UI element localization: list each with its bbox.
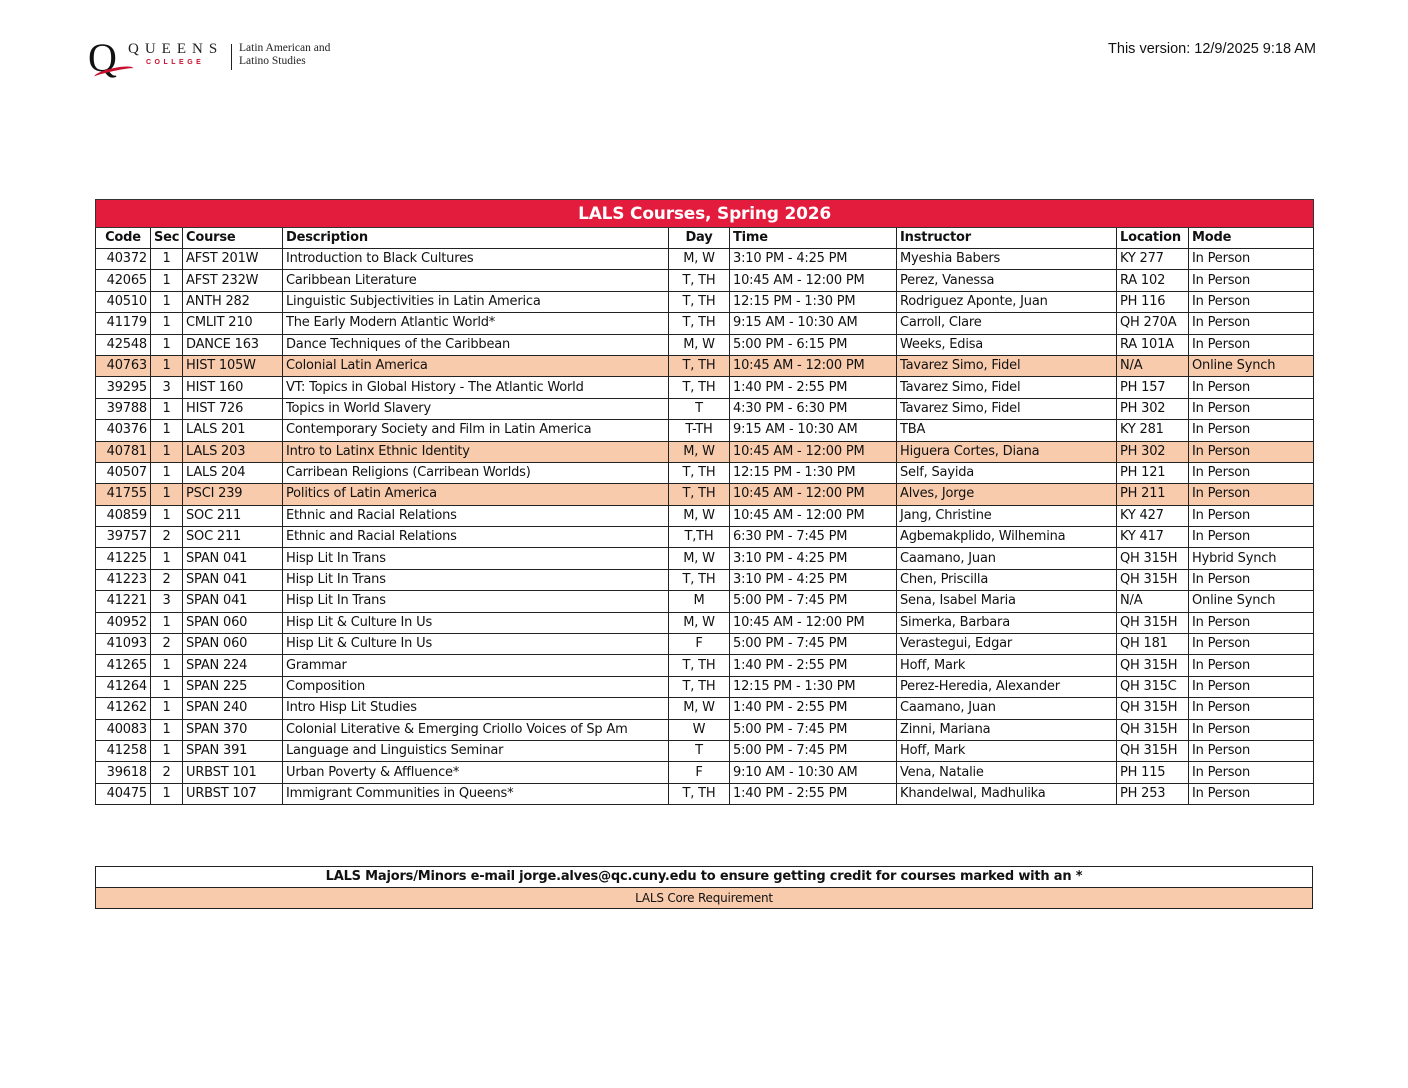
cell-code: 42548 [96,334,151,355]
cell-code: 39618 [96,762,151,783]
cell-sec: 1 [151,313,183,334]
queens-college-logo [88,35,358,82]
table-row [96,420,1314,441]
table-title: LALS Courses, Spring 2026 [96,200,1314,228]
cell-sec: 1 [151,441,183,462]
cell-code: 40083 [96,719,151,740]
table-row [96,249,1314,270]
cell-day: T, TH [669,783,730,804]
cell-code: 41755 [96,484,151,505]
cell-sec: 1 [151,548,183,569]
cell-description: Immigrant Communities in Queens* [283,783,669,804]
cell-instructor: Khandelwal, Madhulika [897,783,1117,804]
cell-instructor: Myeshia Babers [897,249,1117,270]
cell-course: SPAN 041 [183,569,283,590]
cell-time: 10:45 AM - 12:00 PM [730,505,897,526]
cell-description: Hisp Lit In Trans [283,569,669,590]
table-row [96,462,1314,483]
cell-course: HIST 105W [183,355,283,376]
cell-location: QH 270A [1117,313,1189,334]
table-row [96,291,1314,312]
cell-day: T, TH [669,569,730,590]
cell-instructor: Rodriguez Aponte, Juan [897,291,1117,312]
cell-mode: In Person [1189,527,1314,548]
col-header-sec: Sec [151,228,183,249]
cell-location: PH 302 [1117,441,1189,462]
cell-code: 41221 [96,591,151,612]
cell-description: Composition [283,676,669,697]
cell-day: T, TH [669,462,730,483]
cell-mode: In Person [1189,398,1314,419]
cell-description: Carribean Religions (Carribean Worlds) [283,462,669,483]
table-row [96,313,1314,334]
col-header-description: Description [283,228,669,249]
header-row [96,228,1314,249]
cell-instructor: Caamano, Juan [897,698,1117,719]
cell-code: 40376 [96,420,151,441]
cell-description: VT: Topics in Global History - The Atlantic World [283,377,669,398]
cell-mode: In Person [1189,612,1314,633]
table-row [96,676,1314,697]
cell-instructor: Tavarez Simo, Fidel [897,355,1117,376]
cell-sec: 2 [151,762,183,783]
cell-description: Intro Hisp Lit Studies [283,698,669,719]
cell-instructor: Weeks, Edisa [897,334,1117,355]
cell-instructor: Zinni, Mariana [897,719,1117,740]
cell-sec: 1 [151,291,183,312]
cell-course: LALS 201 [183,420,283,441]
table-row [96,527,1314,548]
cell-description: Topics in World Slavery [283,398,669,419]
cell-code: 39788 [96,398,151,419]
cell-course: SPAN 391 [183,740,283,761]
table-row [96,655,1314,676]
cell-mode: In Person [1189,634,1314,655]
table-row [96,355,1314,376]
cell-course: PSCI 239 [183,484,283,505]
cell-mode: In Person [1189,484,1314,505]
cell-course: CMLIT 210 [183,313,283,334]
table-row [96,740,1314,761]
col-header-time: Time [730,228,897,249]
cell-day: T, TH [669,655,730,676]
cell-day: T, TH [669,291,730,312]
cell-time: 1:40 PM - 2:55 PM [730,698,897,719]
cell-description: Politics of Latin America [283,484,669,505]
cell-sec: 1 [151,612,183,633]
cell-instructor: Chen, Priscilla [897,569,1117,590]
cell-mode: In Person [1189,719,1314,740]
cell-day: M, W [669,548,730,569]
cell-code: 40859 [96,505,151,526]
cell-code: 41179 [96,313,151,334]
table-row [96,484,1314,505]
cell-instructor: Caamano, Juan [897,548,1117,569]
cell-time: 10:45 AM - 12:00 PM [730,355,897,376]
q-logo-icon: Q [88,35,117,80]
cell-mode: Online Synch [1189,591,1314,612]
cell-mode: In Person [1189,505,1314,526]
cell-time: 1:40 PM - 2:55 PM [730,783,897,804]
cell-mode: In Person [1189,740,1314,761]
cell-instructor: Tavarez Simo, Fidel [897,398,1117,419]
cell-day: T, TH [669,270,730,291]
cell-description: The Early Modern Atlantic World* [283,313,669,334]
cell-mode: In Person [1189,377,1314,398]
cell-sec: 1 [151,783,183,804]
cell-description: Linguistic Subjectivities in Latin America [283,291,669,312]
cell-description: Caribbean Literature [283,270,669,291]
cell-mode: Hybrid Synch [1189,548,1314,569]
version-stamp: This version: 12/9/2025 9:18 AM [1108,41,1316,57]
cell-description: Introduction to Black Cultures [283,249,669,270]
col-header-day: Day [669,228,730,249]
courses-table [95,199,1314,805]
cell-day: M, W [669,334,730,355]
cell-day: T,TH [669,527,730,548]
cell-mode: In Person [1189,270,1314,291]
cell-sec: 1 [151,334,183,355]
cell-time: 10:45 AM - 12:00 PM [730,270,897,291]
cell-description: Colonial Latin America [283,355,669,376]
col-header-mode: Mode [1189,228,1314,249]
cell-code: 40372 [96,249,151,270]
cell-day: T, TH [669,377,730,398]
cell-description: Urban Poverty & Affluence* [283,762,669,783]
cell-description: Hisp Lit & Culture In Us [283,612,669,633]
table-row [96,548,1314,569]
cell-time: 3:10 PM - 4:25 PM [730,249,897,270]
cell-sec: 1 [151,505,183,526]
cell-mode: In Person [1189,783,1314,804]
cell-course: SOC 211 [183,505,283,526]
cell-sec: 1 [151,676,183,697]
cell-description: Hisp Lit In Trans [283,548,669,569]
cell-day: T, TH [669,313,730,334]
cell-location: QH 315H [1117,698,1189,719]
cell-location: PH 157 [1117,377,1189,398]
cell-sec: 2 [151,527,183,548]
cell-time: 9:15 AM - 10:30 AM [730,313,897,334]
col-header-code: Code [96,228,151,249]
cell-course: SPAN 041 [183,548,283,569]
cell-course: SPAN 224 [183,655,283,676]
table-row [96,441,1314,462]
cell-day: M, W [669,505,730,526]
cell-time: 9:10 AM - 10:30 AM [730,762,897,783]
cell-day: M, W [669,441,730,462]
cell-location: QH 315C [1117,676,1189,697]
cell-time: 9:15 AM - 10:30 AM [730,420,897,441]
cell-sec: 1 [151,420,183,441]
cell-time: 10:45 AM - 12:00 PM [730,441,897,462]
cell-sec: 3 [151,377,183,398]
table-row [96,591,1314,612]
cell-day: T [669,740,730,761]
cell-instructor: Agbemakplido, Wilhemina [897,527,1117,548]
cell-sec: 2 [151,634,183,655]
table-row [96,719,1314,740]
logo-dept [239,42,330,68]
table-row [96,398,1314,419]
cell-instructor: Higuera Cortes, Diana [897,441,1117,462]
cell-sec: 1 [151,270,183,291]
cell-location: QH 181 [1117,634,1189,655]
cell-location: RA 101A [1117,334,1189,355]
cell-time: 5:00 PM - 7:45 PM [730,591,897,612]
table-row [96,698,1314,719]
cell-code: 41223 [96,569,151,590]
cell-location: KY 417 [1117,527,1189,548]
cell-location: KY 277 [1117,249,1189,270]
cell-mode: In Person [1189,420,1314,441]
cell-location: N/A [1117,591,1189,612]
table-row [96,334,1314,355]
dept-line1: Latin American and [239,42,331,54]
cell-instructor: Carroll, Clare [897,313,1117,334]
cell-course: AFST 232W [183,270,283,291]
cell-day: M [669,591,730,612]
cell-course: HIST 726 [183,398,283,419]
cell-mode: In Person [1189,676,1314,697]
cell-code: 41225 [96,548,151,569]
cell-mode: Online Synch [1189,355,1314,376]
table-row [96,569,1314,590]
cell-description: Intro to Latinx Ethnic Identity [283,441,669,462]
cell-sec: 1 [151,740,183,761]
cell-location: PH 115 [1117,762,1189,783]
col-header-course: Course [183,228,283,249]
cell-mode: In Person [1189,334,1314,355]
cell-course: HIST 160 [183,377,283,398]
cell-code: 40475 [96,783,151,804]
cell-instructor: Perez, Vanessa [897,270,1117,291]
cell-time: 5:00 PM - 6:15 PM [730,334,897,355]
cell-location: QH 315H [1117,548,1189,569]
cell-code: 41265 [96,655,151,676]
cell-day: T, TH [669,676,730,697]
cell-description: Ethnic and Racial Relations [283,505,669,526]
cell-time: 5:00 PM - 7:45 PM [730,719,897,740]
cell-location: QH 315H [1117,740,1189,761]
table-row [96,505,1314,526]
cell-course: SPAN 370 [183,719,283,740]
cell-day: T, TH [669,484,730,505]
cell-time: 10:45 AM - 12:00 PM [730,612,897,633]
cell-mode: In Person [1189,569,1314,590]
cell-location: QH 315H [1117,719,1189,740]
cell-location: PH 253 [1117,783,1189,804]
cell-code: 41262 [96,698,151,719]
table-row [96,634,1314,655]
cell-mode: In Person [1189,313,1314,334]
cell-location: QH 315H [1117,612,1189,633]
logo-divider [231,44,232,70]
cell-time: 10:45 AM - 12:00 PM [730,484,897,505]
cell-sec: 1 [151,719,183,740]
cell-mode: In Person [1189,462,1314,483]
cell-instructor: TBA [897,420,1117,441]
cell-sec: 3 [151,591,183,612]
cell-instructor: Hoff, Mark [897,740,1117,761]
cell-sec: 1 [151,484,183,505]
core-requirement-legend: LALS Core Requirement [96,888,1313,909]
cell-instructor: Self, Sayida [897,462,1117,483]
cell-course: SPAN 041 [183,591,283,612]
cell-day: W [669,719,730,740]
logo-queens: QUEENS [128,41,224,57]
table-row [96,270,1314,291]
cell-sec: 1 [151,462,183,483]
cell-description: Dance Techniques of the Caribbean [283,334,669,355]
cell-description: Colonial Literative & Emerging Criollo Voices of Sp Am [283,719,669,740]
cell-code: 42065 [96,270,151,291]
cell-time: 1:40 PM - 2:55 PM [730,655,897,676]
cell-location: QH 315H [1117,655,1189,676]
cell-code: 39295 [96,377,151,398]
cell-mode: In Person [1189,249,1314,270]
cell-time: 1:40 PM - 2:55 PM [730,377,897,398]
cell-code: 41258 [96,740,151,761]
cell-time: 12:15 PM - 1:30 PM [730,676,897,697]
cell-time: 4:30 PM - 6:30 PM [730,398,897,419]
footer-note: LALS Majors/Minors e-mail jorge.alves@qc.cuny.edu to ensure getting credit for courses marked with an * [96,867,1313,888]
col-header-location: Location [1117,228,1189,249]
cell-instructor: Alves, Jorge [897,484,1117,505]
cell-mode: In Person [1189,441,1314,462]
cell-code: 41093 [96,634,151,655]
cell-mode: In Person [1189,762,1314,783]
cell-instructor: Tavarez Simo, Fidel [897,377,1117,398]
cell-time: 5:00 PM - 7:45 PM [730,740,897,761]
cell-location: PH 302 [1117,398,1189,419]
cell-description: Ethnic and Racial Relations [283,527,669,548]
cell-time: 12:15 PM - 1:30 PM [730,291,897,312]
cell-course: URBST 101 [183,762,283,783]
cell-time: 3:10 PM - 4:25 PM [730,548,897,569]
cell-course: URBST 107 [183,783,283,804]
cell-sec: 1 [151,655,183,676]
cell-time: 3:10 PM - 4:25 PM [730,569,897,590]
cell-instructor: Jang, Christine [897,505,1117,526]
dept-line2: Latino Studies [239,55,306,67]
cell-day: M, W [669,698,730,719]
cell-course: SPAN 060 [183,612,283,633]
cell-location: PH 121 [1117,462,1189,483]
cell-course: AFST 201W [183,249,283,270]
col-header-instructor: Instructor [897,228,1117,249]
cell-day: F [669,634,730,655]
logo-college: COLLEGE [146,59,205,66]
cell-description: Language and Linguistics Seminar [283,740,669,761]
cell-description: Grammar [283,655,669,676]
cell-instructor: Hoff, Mark [897,655,1117,676]
cell-code: 40952 [96,612,151,633]
cell-instructor: Vena, Natalie [897,762,1117,783]
cell-sec: 1 [151,249,183,270]
cell-time: 6:30 PM - 7:45 PM [730,527,897,548]
cell-instructor: Sena, Isabel Maria [897,591,1117,612]
cell-course: LALS 203 [183,441,283,462]
table-row [96,762,1314,783]
cell-time: 5:00 PM - 7:45 PM [730,634,897,655]
cell-mode: In Person [1189,698,1314,719]
table-row [96,783,1314,804]
cell-mode: In Person [1189,655,1314,676]
cell-course: LALS 204 [183,462,283,483]
cell-location: KY 427 [1117,505,1189,526]
cell-description: Hisp Lit & Culture In Us [283,634,669,655]
cell-location: RA 102 [1117,270,1189,291]
cell-location: N/A [1117,355,1189,376]
cell-course: SOC 211 [183,527,283,548]
footer-table [95,866,1313,909]
cell-sec: 1 [151,698,183,719]
cell-day: M, W [669,249,730,270]
cell-instructor: Verastegui, Edgar [897,634,1117,655]
cell-course: ANTH 282 [183,291,283,312]
table-row [96,377,1314,398]
cell-day: T [669,398,730,419]
cell-description: Contemporary Society and Film in Latin America [283,420,669,441]
cell-description: Hisp Lit In Trans [283,591,669,612]
cell-day: T, TH [669,355,730,376]
cell-location: PH 116 [1117,291,1189,312]
table-row [96,612,1314,633]
cell-instructor: Perez-Heredia, Alexander [897,676,1117,697]
cell-day: F [669,762,730,783]
cell-day: T-TH [669,420,730,441]
cell-sec: 1 [151,398,183,419]
cell-sec: 2 [151,569,183,590]
cell-course: SPAN 240 [183,698,283,719]
cell-time: 12:15 PM - 1:30 PM [730,462,897,483]
cell-location: KY 281 [1117,420,1189,441]
cell-code: 40507 [96,462,151,483]
cell-sec: 1 [151,355,183,376]
cell-location: QH 315H [1117,569,1189,590]
cell-code: 40781 [96,441,151,462]
cell-mode: In Person [1189,291,1314,312]
cell-course: SPAN 225 [183,676,283,697]
cell-code: 40510 [96,291,151,312]
cell-course: DANCE 163 [183,334,283,355]
cell-instructor: Simerka, Barbara [897,612,1117,633]
cell-code: 41264 [96,676,151,697]
cell-location: PH 211 [1117,484,1189,505]
cell-course: SPAN 060 [183,634,283,655]
cell-code: 40763 [96,355,151,376]
cell-day: M, W [669,612,730,633]
cell-code: 39757 [96,527,151,548]
